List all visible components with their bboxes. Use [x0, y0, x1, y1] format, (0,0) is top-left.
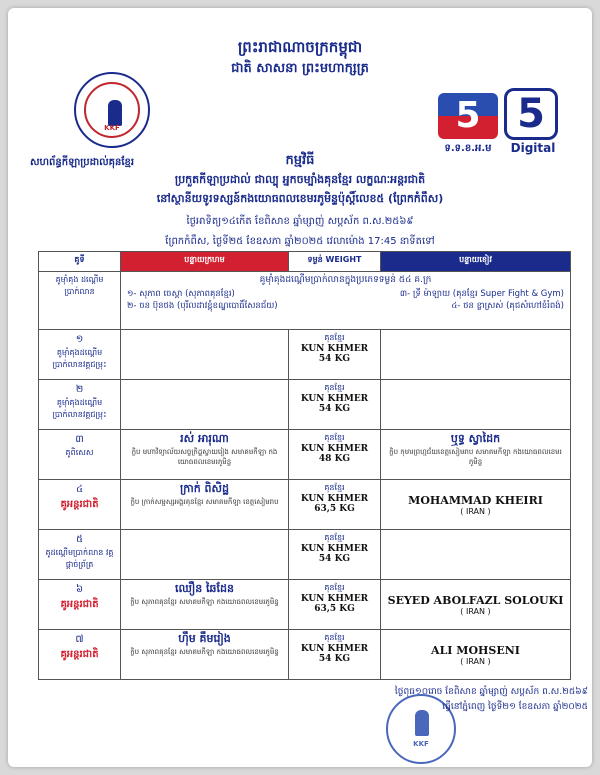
program-line-1: ប្រកួតកីឡាប្រដាល់ ជាល្បុ អ្នកចម្បាំងគុនខ្មែរ លក្ខណៈអន្តរជាតិ: [174, 173, 426, 186]
red-fighter-club: ក្លិប សុភាពគុនខ្មែរ សមាគមកីឡា កងយោធពលខេមរភូមិន្ទ: [130, 648, 279, 656]
federation-logo: [74, 72, 150, 148]
blue-fighter-club: ក្លិប កុមារព្រហ្មជ័យខេត្តសៀមរាប សមាគមកីឡា កងយោធពលខេមរភូមិន្ទ: [389, 448, 562, 466]
red-fighter-club: ក្លិប សុភាពគុនខ្មែរ សមាគមកីឡា កងយោធពលខេមរភូមិន្ទ: [130, 598, 279, 606]
bout-row: [39, 480, 571, 530]
weight-style: KUN KHMER: [300, 594, 369, 604]
bout-type-label: គូអន្តរជាតិ: [60, 599, 99, 610]
bout-number-cell: [39, 480, 121, 530]
weight-style-khmer: គុនខ្មែរ: [324, 333, 345, 342]
blue-fighter-country: ( IRAN ): [460, 606, 491, 616]
blue-corner-cell: [381, 330, 571, 380]
weight-style-khmer: គុនខ្មែរ: [324, 483, 345, 492]
blue-corner-cell: [381, 630, 571, 680]
weight-style: KUN KHMER: [300, 444, 369, 454]
blue-corner-cell: [381, 530, 571, 580]
header-blue-corner: បន្ទាយខៀវ: [381, 252, 571, 272]
bout-type-label: គូដណ្តើមប្រាក់លាន វគ្គផ្តាច់ព្រ័ត្រ: [45, 548, 114, 569]
tv5-digital-logo: 5: [504, 88, 558, 140]
bout-type-label: គូអន្តរជាតិ: [60, 499, 99, 510]
weight-style: KUN KHMER: [300, 344, 369, 354]
red-corner-cell: [121, 630, 289, 680]
federation-name: សហព័ន្ធកីឡាប្រដាល់គុនខ្មែរ: [30, 157, 135, 168]
bout-type-label: គូម៉ាំគុងដណ្តើម ប្រាក់លានវគ្គជម្រុះ: [52, 398, 107, 419]
final-fighter-1: ១- សុភាព ចេស្តា (សុភាពគុនខ្មែរ): [127, 289, 235, 299]
boxer-figure-icon: [108, 100, 122, 126]
blue-fighter-country: ( IRAN ): [460, 656, 491, 666]
table-header-row: [39, 252, 571, 272]
weight-style-khmer: គុនខ្មែរ: [324, 433, 345, 442]
blue-corner-cell: [381, 580, 571, 630]
weight-style: KUN KHMER: [300, 494, 369, 504]
blue-fighter-name: MOHAMMAD KHEIRI: [408, 493, 543, 507]
red-fighter-name: ឈឿន ឆៃដែន: [175, 582, 234, 595]
logo-text: KKF: [104, 124, 120, 132]
seal-text: KKF: [413, 740, 429, 748]
final-fighter-2: ២- ចន ប៊ុនថង (បុរីលដាវខ្ពុំខណ្ឌបោធិ៍សែនជ័យ): [127, 301, 278, 311]
bout-type-label: គូពិសេស: [65, 448, 94, 457]
bout-row: [39, 380, 571, 430]
weight-kg: 63,5 KG: [314, 504, 355, 514]
red-corner-cell: [121, 380, 289, 430]
red-fighter-club: ក្លិប ក្រាក់សម្ផស្សអង្គរគុនខ្មែរ សមាគមកីឡា ខេត្តសៀមរាប: [130, 498, 279, 506]
bout-row: [39, 630, 571, 680]
blue-corner-cell: [381, 430, 571, 480]
tv5-digital-caption: Digital: [510, 141, 556, 155]
final-fighter-4: ៤- ថន ខ្លាស្រស់ (គុជសំហៅខំរំពង់): [451, 301, 564, 311]
signature-date-lunar: ថ្ងៃពុធ១០រោច ខែពិសាខ ឆ្នាំម្សាញ់ សប្តស័ក ព.ស.២៥៦៩: [394, 687, 588, 697]
weight-kg: 54 KG: [318, 654, 351, 664]
blue-corner-cell: [381, 480, 571, 530]
final-fighter-3: ៣- ទ្រី ម៉ាឡាយ (គុនខ្មែរ Super Fight & Gym): [399, 289, 564, 299]
bout-number: ១: [75, 334, 84, 345]
red-fighter-club: ក្លិប មហាវិទ្យាល័យសច្ចក្រិដ្ឋស្វាយរៀង សមាគមកីឡា កងយោធពលខេមរភូមិន្ទ: [131, 448, 278, 466]
bout-number: ៥: [75, 534, 84, 545]
weight-kg: 54 KG: [318, 554, 351, 564]
bout-type-label: គូអន្តរជាតិ: [60, 649, 99, 660]
header-weight: ទម្ងន់ WEIGHT: [289, 252, 381, 272]
blue-fighter-name: ឬទ្ធ ស្វាដៃក: [450, 432, 501, 445]
bout-number-cell: [39, 330, 121, 380]
bout-number-cell: [39, 530, 121, 580]
header-red-corner: បន្ទាយក្រហម: [121, 252, 289, 272]
blue-fighter-country: ( IRAN ): [460, 506, 491, 516]
red-corner-cell: [121, 330, 289, 380]
red-fighter-name: រស់ អារុណា: [180, 432, 229, 445]
bout-row: [39, 330, 571, 380]
blue-corner-cell: [381, 380, 571, 430]
weight-style-khmer: គុនខ្មែរ: [324, 583, 345, 592]
bout-number-cell: [39, 380, 121, 430]
weight-kg: 54 KG: [318, 354, 351, 364]
tv5-logo: 5: [438, 93, 498, 139]
bout-number-cell: [39, 630, 121, 680]
weight-cell: [289, 480, 381, 530]
bout-row: [39, 530, 571, 580]
weight-kg: 48 KG: [318, 454, 351, 464]
header-bout: គូទី: [39, 252, 121, 272]
bout-number: ៣: [75, 434, 84, 445]
weight-kg: 54 KG: [318, 404, 351, 414]
weight-cell: [289, 530, 381, 580]
red-corner-cell: [121, 430, 289, 480]
bout-number: ៤: [75, 484, 84, 495]
red-corner-cell: [121, 480, 289, 530]
program-date-time: ព្រែកកំពឹស, ថ្ងៃទី២៥ ខែឧសភា ឆ្នាំ២០២៥ វេលាម៉ោង 17:45 នាទីតទៅ: [165, 236, 435, 247]
weight-cell: [289, 330, 381, 380]
weight-cell: [289, 380, 381, 430]
fight-card-table: [38, 251, 571, 680]
red-corner-cell: [121, 530, 289, 580]
final-bout-row: [39, 272, 571, 330]
bout-number: ៦: [75, 584, 84, 595]
weight-style: KUN KHMER: [300, 544, 369, 554]
bout-number-cell: [39, 580, 121, 630]
blue-fighter-name: ALI MOHSENI: [431, 643, 520, 657]
bout-number: ២: [75, 384, 84, 395]
national-motto: ជាតិ សាសនា ព្រះមហាក្សត្រ: [231, 61, 369, 76]
program-title: កម្មវិធី: [285, 153, 315, 168]
blue-fighter-name: SEYED ABOLFAZL SOLOUKI: [387, 593, 564, 607]
tv5-caption: ទ.ទ.ខ.អ.ម: [444, 143, 492, 154]
red-corner-cell: [121, 580, 289, 630]
weight-cell: [289, 630, 381, 680]
final-bout-title: គូម៉ាំគុងដណ្តើមប្រាក់លានក្នុងប្រភេទទម្ងន់ ៥៤ គ.ក្រ: [259, 275, 432, 285]
bout-number-cell: [39, 430, 121, 480]
weight-style: KUN KHMER: [300, 644, 369, 654]
weight-kg: 63,5 KG: [314, 604, 355, 614]
weight-cell: [289, 430, 381, 480]
weight-style: KUN KHMER: [300, 394, 369, 404]
kingdom-title: ព្រះរាជាណាចក្រកម្ពុជា: [237, 38, 363, 56]
weight-style-khmer: គុនខ្មែរ: [324, 633, 345, 642]
bout-row: [39, 580, 571, 630]
final-bout-details: [121, 272, 571, 330]
red-fighter-name: ក្រាក់ ពិសិដ្ឋ: [179, 482, 229, 495]
red-fighter-name: ហ៊ឹម គឹមរៀង: [178, 632, 231, 645]
final-bout-label: គូម៉ាំគុង ដណ្តើមប្រាក់លាន: [39, 272, 121, 330]
bout-row: [39, 430, 571, 480]
weight-style-khmer: គុនខ្មែរ: [324, 383, 345, 392]
program-date-lunar: ថ្ងៃអាទិត្យ១៤កើត ខែពិសាខ ឆ្នាំម្សាញ់ សប្តស័ក ព.ស.២៥៦៩: [186, 216, 414, 227]
weight-style-khmer: គុនខ្មែរ: [324, 533, 345, 542]
weight-cell: [289, 580, 381, 630]
bout-type-label: គូម៉ាំគុងដណ្តើម ប្រាក់លានវគ្គជម្រុះ: [52, 348, 107, 369]
program-line-2: នៅស្ថានីយទូរទស្សន៍កងយោធពលខេមរភូមិន្ទប៉ុស្តិ៍លេខ៥ (ព្រែកកំពឹស): [156, 192, 444, 205]
document-page: [8, 8, 592, 767]
bout-number: ៧: [75, 634, 84, 645]
signature-place-date: ធ្វើនៅភ្នំពេញ ថ្ងៃទី២១ ខែឧសភា ឆ្នាំ២០២៥: [442, 702, 588, 712]
